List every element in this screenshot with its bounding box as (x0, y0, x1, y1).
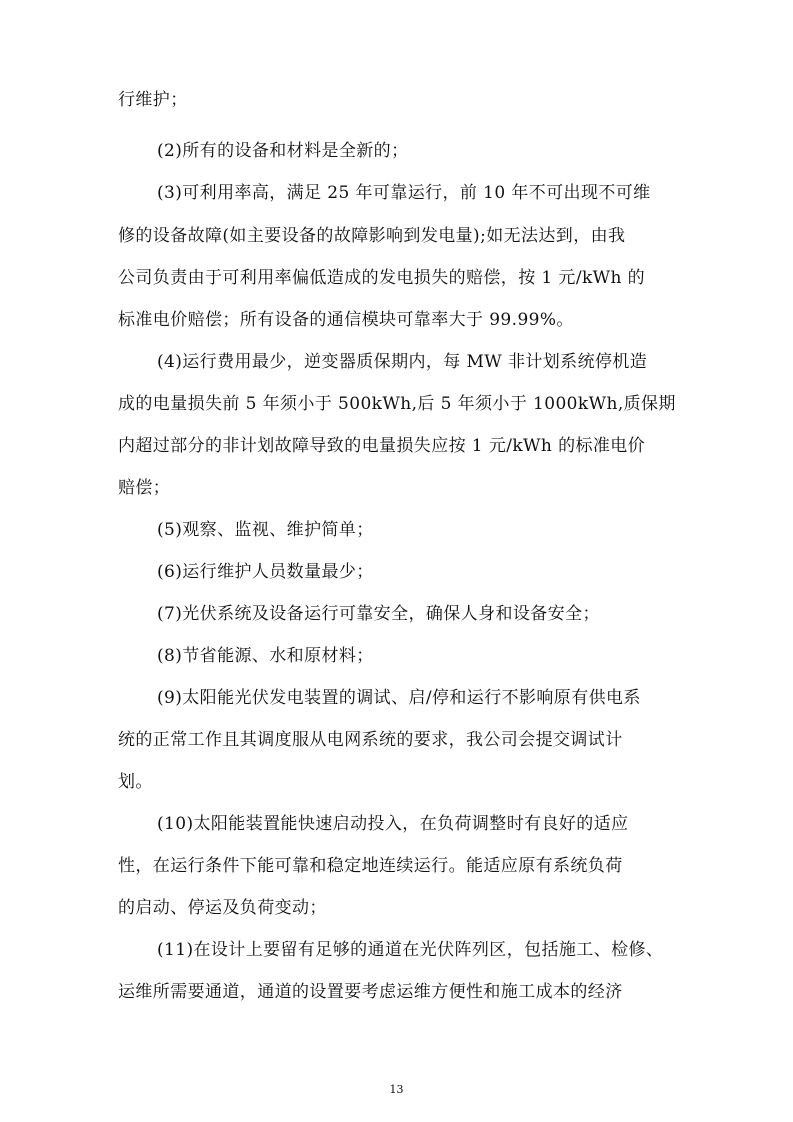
text-line: 划。 (118, 772, 153, 792)
text-line: (2)所有的设备和材料是全新的； (157, 141, 409, 161)
text-line: 公司负责由于可利用率偏低造成的发电损失的赔偿，按 1 元/kWh 的 (118, 268, 646, 288)
text-line: 行维护； (118, 90, 188, 110)
text-line: 的启动、停运及负荷变动； (118, 898, 327, 918)
text-line: 运维所需要通道，通道的设置要考虑运维方便性和施工成本的经济 (118, 982, 623, 1002)
text-line: 统的正常工作且其调度服从电网系统的要求，我公司会提交调试计 (118, 730, 623, 750)
text-line: 成的电量损失前 5 年须小于 500kWh,后 5 年须小于 1000kWh,质保期 (118, 394, 676, 414)
text-line: 标准电价赔偿；所有设备的通信模块可靠率大于 99.99%。 (118, 310, 574, 330)
text-line: 赔偿； (118, 478, 171, 498)
text-line: (10)太阳能装置能快速启动投入，在负荷调整时有良好的适应 (157, 814, 629, 834)
text-line: (8)节省能源、水和原材料； (157, 646, 374, 666)
text-line: (7)光伏系统及设备运行可靠安全，确保人身和设备安全； (157, 604, 600, 624)
page-number: 13 (389, 1083, 404, 1096)
text-line: 性，在运行条件下能可靠和稳定地连续运行。能适应原有系统负荷 (118, 856, 623, 876)
text-line: (6)运行维护人员数量最少； (157, 562, 374, 582)
text-line: (3)可利用率高，满足 25 年可靠运行，前 10 年不可出现不可维 (157, 183, 651, 203)
text-line: (4)运行费用最少，逆变器质保期内，每 MW 非计划系统停机造 (157, 352, 648, 372)
text-line: (11)在设计上要留有足够的通道在光伏阵列区，包括施工、检修、 (157, 940, 664, 960)
text-line: 内超过部分的非计划故障导致的电量损失应按 1 元/kWh 的标准电价 (118, 436, 646, 456)
text-line: (5)观察、监视、维护简单； (157, 520, 374, 540)
text-line: (9)太阳能光伏发电装置的调试、启/停和运行不影响原有供电系 (157, 688, 641, 708)
text-line: 修的设备故障(如主要设备的故障影响到发电量);如无法达到，由我 (118, 226, 626, 246)
